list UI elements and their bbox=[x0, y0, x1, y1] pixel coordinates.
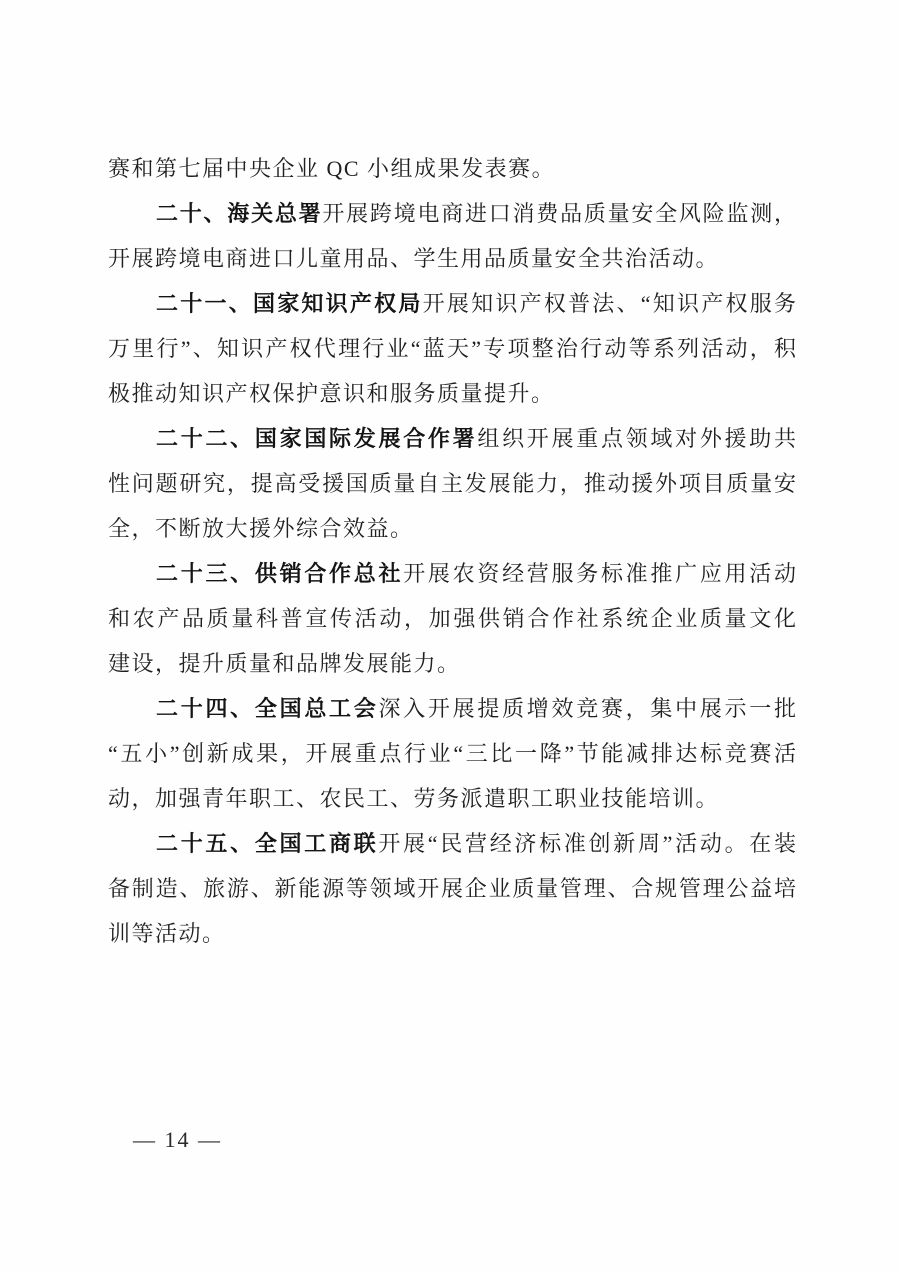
line-text: 万里行”、知识产权代理行业“蓝天”专项整治行动等系列活动，积 bbox=[108, 336, 796, 361]
line-text: 开展跨境电商进口消费品质量安全风险监测， bbox=[322, 201, 796, 226]
org-name-bold: 二十二、国家国际发展合作署 bbox=[156, 426, 478, 451]
line-text: 全，不断放大援外综合效益。 bbox=[108, 516, 414, 541]
document-body-text bbox=[108, 146, 796, 956]
text-line bbox=[108, 146, 796, 191]
line-text: 建设，提升质量和品牌发展能力。 bbox=[108, 651, 461, 676]
line-text: 极推动知识产权保护意识和服务质量提升。 bbox=[108, 381, 555, 406]
text-line bbox=[108, 371, 796, 416]
text-line bbox=[108, 821, 796, 866]
text-line bbox=[108, 236, 796, 281]
text-line bbox=[108, 641, 796, 686]
text-line bbox=[108, 506, 796, 551]
text-line bbox=[108, 596, 796, 641]
org-name-bold: 二十一、国家知识产权局 bbox=[156, 291, 423, 316]
text-line bbox=[108, 776, 796, 821]
line-text: “五小”创新成果，开展重点行业“三比一降”节能减排达标竞赛活 bbox=[108, 741, 796, 766]
text-line bbox=[108, 866, 796, 911]
org-name-bold: 二十三、供销合作总社 bbox=[156, 561, 404, 586]
line-text: 开展“民营经济标准创新周”活动。在装 bbox=[378, 831, 796, 856]
text-line bbox=[108, 551, 796, 596]
line-text: 性问题研究，提高受援国质量自主发展能力，推动援外项目质量安 bbox=[108, 471, 796, 496]
line-text: 组织开展重点领域对外援助共 bbox=[477, 426, 796, 451]
text-line bbox=[108, 686, 796, 731]
line-text: 深入开展提质增效竞赛，集中展示一批 bbox=[378, 696, 796, 721]
line-text: 训等活动。 bbox=[108, 921, 226, 946]
line-text: 开展知识产权普法、“知识产权服务 bbox=[422, 291, 796, 316]
text-line bbox=[108, 461, 796, 506]
text-line bbox=[108, 416, 796, 461]
org-name-bold: 二十四、全国总工会 bbox=[156, 696, 379, 721]
page-footer bbox=[133, 1125, 222, 1155]
line-text: 开展农资经营服务标准推广应用活动 bbox=[403, 561, 796, 586]
org-name-bold: 二十五、全国工商联 bbox=[156, 831, 379, 856]
text-line bbox=[108, 281, 796, 326]
line-text: 开展跨境电商进口儿童用品、学生用品质量安全共治活动。 bbox=[108, 246, 720, 271]
page-number: — 14 — bbox=[133, 1127, 222, 1152]
text-line bbox=[108, 326, 796, 371]
line-text: 和农产品质量科普宣传活动，加强供销合作社系统企业质量文化 bbox=[108, 606, 796, 631]
text-line bbox=[108, 191, 796, 236]
text-line bbox=[108, 911, 796, 956]
line-text: 赛和第七届中央企业 QC 小组成果发表赛。 bbox=[108, 156, 556, 181]
text-line bbox=[108, 731, 796, 776]
org-name-bold: 二十、海关总署 bbox=[156, 201, 323, 226]
line-text: 动，加强青年职工、农民工、劳务派遣职工职业技能培训。 bbox=[108, 786, 720, 811]
line-text: 备制造、旅游、新能源等领域开展企业质量管理、合规管理公益培 bbox=[108, 876, 796, 901]
